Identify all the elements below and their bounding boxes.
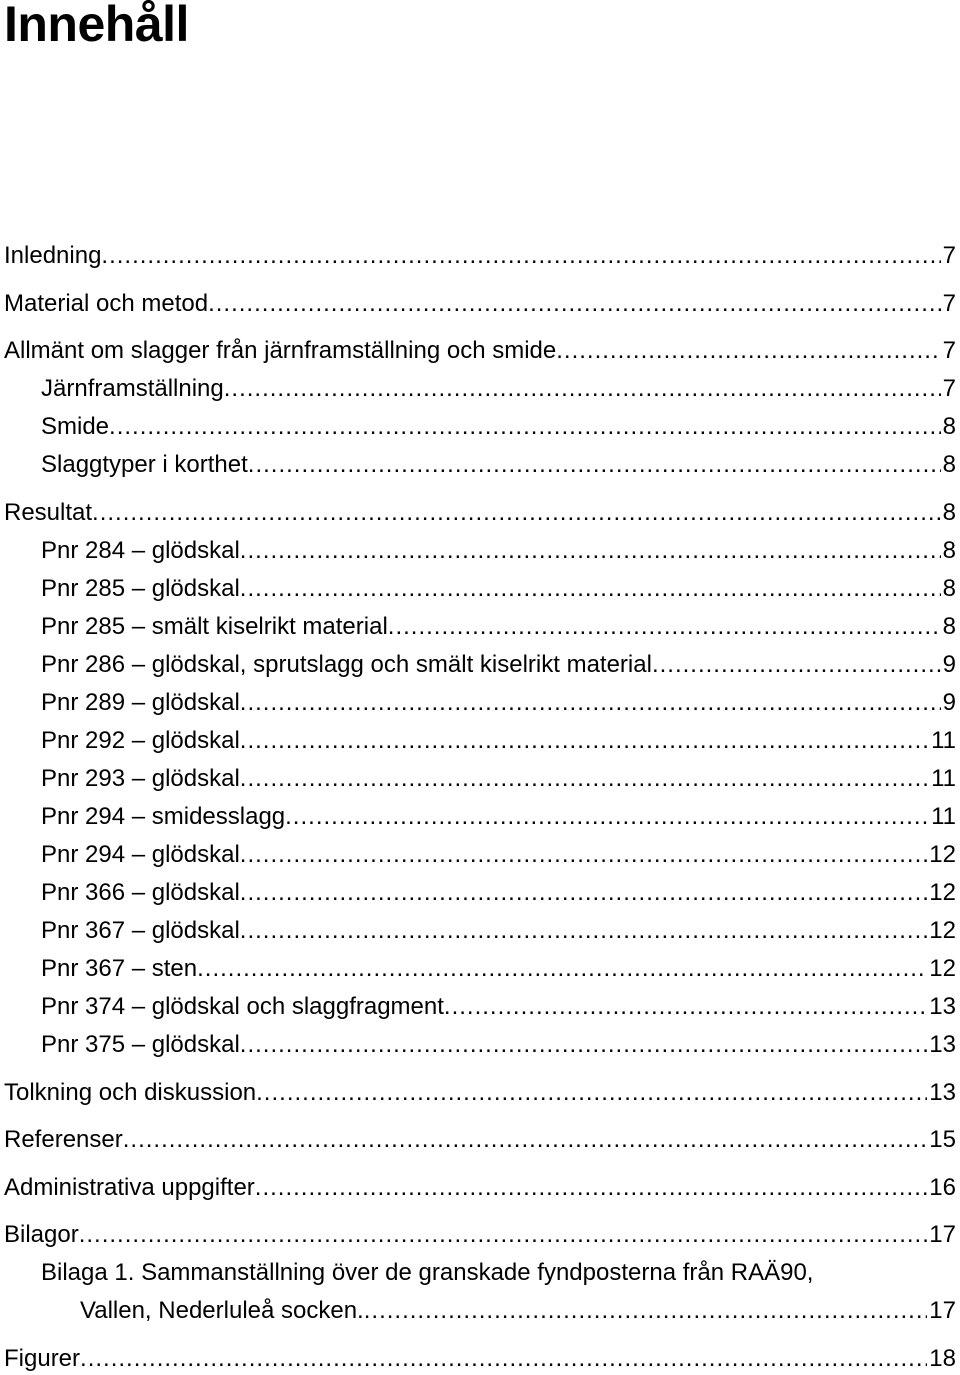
toc-page-number: 7 (942, 337, 956, 364)
toc-leader-dots (240, 574, 941, 604)
toc-entry-pnr-293-glodskal[interactable] (41, 764, 956, 794)
toc-entry-pnr-367-sten[interactable] (41, 954, 956, 984)
toc-entry-label: Pnr 286 – glödskal, sprutslagg och smält kiselrikt material (41, 651, 652, 678)
toc-leader-dots (240, 1030, 928, 1060)
toc-page-number: 18 (929, 1345, 956, 1372)
toc-entry-bilagor[interactable] (4, 1220, 956, 1250)
toc-page-number: 11 (931, 803, 956, 830)
toc-entry-pnr-284-glodskal[interactable] (41, 536, 956, 566)
toc-page-number: 13 (929, 993, 956, 1020)
toc-leader-dots (224, 374, 941, 404)
toc-entry-label: Pnr 285 – glödskal (41, 575, 240, 602)
toc-leader-dots (444, 992, 927, 1022)
toc-entry-resultat[interactable] (4, 498, 956, 528)
toc-entry-pnr-292-glodskal[interactable] (41, 726, 956, 756)
toc-entry-bilaga-1-continued[interactable] (80, 1296, 956, 1326)
toc-entry-label: Slaggtyper i korthet (41, 451, 248, 478)
toc-entry-label: Pnr 293 – glödskal (41, 765, 240, 792)
toc-entry-label: Referenser (4, 1126, 123, 1153)
toc-entry-pnr-285-smalt-kiselrikt[interactable] (41, 612, 956, 642)
toc-leader-dots (240, 840, 928, 870)
toc-page-number: 11 (931, 765, 956, 792)
toc-leader-dots (652, 650, 941, 680)
toc-entry-jarnframstallning[interactable] (41, 374, 956, 404)
toc-leader-dots (240, 536, 941, 566)
toc-entry-tolkning[interactable] (4, 1078, 956, 1108)
toc-leader-dots (240, 916, 928, 946)
toc-leader-dots (240, 688, 941, 718)
toc-page-number: 12 (929, 917, 956, 944)
toc-leader-dots (79, 1220, 928, 1250)
toc-entry-pnr-294-glodskal[interactable] (41, 840, 956, 870)
toc-page-number: 15 (929, 1126, 956, 1153)
toc-leader-dots (123, 1125, 928, 1155)
toc-page-number: 16 (929, 1174, 956, 1201)
toc-entry-label: Pnr 367 – sten (41, 955, 198, 982)
toc-entry-label: Figurer (4, 1345, 81, 1372)
toc-entry-inledning[interactable] (4, 241, 956, 271)
toc-entry-figurer[interactable] (4, 1344, 956, 1374)
toc-entry-label: Material och metod (4, 290, 209, 317)
toc-leader-dots (80, 1344, 927, 1374)
toc-entry-label: Resultat (4, 499, 93, 526)
toc-page-number: 12 (929, 841, 956, 868)
toc-entry-referenser[interactable] (4, 1125, 956, 1155)
toc-leader-dots (388, 612, 941, 642)
toc-page-number: 13 (929, 1031, 956, 1058)
page-title: Innehåll (4, 0, 189, 52)
toc-leader-dots (208, 289, 941, 319)
toc-page-number: 17 (929, 1221, 956, 1248)
toc-leader-dots (109, 412, 941, 442)
toc-entry-label: Pnr 374 – glödskal och slaggfragment (41, 993, 444, 1020)
toc-leader-dots (101, 241, 940, 271)
toc-page-number: 8 (942, 537, 956, 564)
toc-page-number: 13 (929, 1079, 956, 1106)
toc-page-number: 7 (942, 242, 956, 269)
toc-entry-pnr-294-smidesslagg[interactable] (41, 802, 956, 832)
toc-page-number: 7 (942, 375, 956, 402)
toc-entry-label: Järnframställning (41, 375, 224, 402)
toc-entry-label: Bilagor (4, 1221, 79, 1248)
toc-leader-dots (248, 450, 941, 480)
toc-entry-label-continued: Vallen, Nederluleå socken. (80, 1297, 364, 1324)
toc-entry-pnr-289-glodskal[interactable] (41, 688, 956, 718)
toc-page-number: 8 (942, 613, 956, 640)
toc-entry-label: Inledning (4, 242, 102, 269)
toc-page-number: 9 (942, 689, 956, 716)
toc-page-number: 7 (942, 290, 956, 317)
toc-leader-dots (240, 764, 929, 794)
toc-entry-pnr-374[interactable] (41, 992, 956, 1022)
toc-entry-slaggtyper[interactable] (41, 450, 956, 480)
toc-entry-pnr-286[interactable] (41, 650, 956, 680)
toc-page-number: 8 (942, 451, 956, 478)
toc-entry-administrativa[interactable] (4, 1173, 956, 1203)
toc-page-number: 8 (942, 575, 956, 602)
toc-entry-material-och-metod[interactable] (4, 289, 956, 319)
toc-leader-dots (197, 954, 927, 984)
toc-page-number: 8 (942, 499, 956, 526)
toc-leader-dots (285, 802, 929, 832)
toc-page-number: 12 (929, 879, 956, 906)
toc-leader-dots (256, 1078, 927, 1108)
toc-page-number: 12 (929, 955, 956, 982)
toc-entry-label: Pnr 375 – glödskal (41, 1031, 240, 1058)
toc-leader-dots (240, 878, 928, 908)
toc-page-number: 11 (931, 727, 956, 754)
toc-page-number: 9 (942, 651, 956, 678)
toc-entry-label: Tolkning och diskussion (4, 1079, 257, 1106)
toc-entry-label: Administrativa uppgifter (4, 1174, 255, 1201)
toc-entry-label: Bilaga 1. Sammanställning över de granskade fyndposterna från RAÄ90, (41, 1259, 814, 1286)
toc-leader-dots (255, 1173, 928, 1203)
toc-entry-label: Pnr 367 – glödskal (41, 917, 240, 944)
toc-entry-label: Pnr 294 – glödskal (41, 841, 240, 868)
toc-entry-label: Pnr 284 – glödskal (41, 537, 240, 564)
toc-entry-bilaga-1[interactable] (41, 1258, 813, 1288)
toc-entry-pnr-366-glodskal[interactable] (41, 878, 956, 908)
toc-entry-label: Pnr 294 – smidesslagg (41, 803, 286, 830)
toc-leader-dots (556, 336, 940, 366)
toc-entry-label: Smide (41, 413, 110, 440)
toc-entry-allmant-om-slagger[interactable] (4, 336, 956, 366)
toc-entry-label: Allmänt om slagger från järnframställning och smide (4, 337, 557, 364)
toc-entry-pnr-375-glodskal[interactable] (41, 1030, 956, 1060)
toc-leader-dots (240, 726, 929, 756)
toc-leader-dots (364, 1296, 928, 1326)
toc-entry-pnr-285-glodskal[interactable] (41, 574, 956, 604)
toc-page-number: 8 (942, 413, 956, 440)
toc-leader-dots (92, 498, 941, 528)
toc-entry-label: Pnr 285 – smält kiselrikt material (41, 613, 388, 640)
toc-entry-label: Pnr 292 – glödskal (41, 727, 240, 754)
toc-entry-label: Pnr 289 – glödskal (41, 689, 240, 716)
toc-page-number: 17 (929, 1297, 956, 1324)
toc-entry-label: Pnr 366 – glödskal (41, 879, 240, 906)
toc-entry-smide[interactable] (41, 412, 956, 442)
toc-entry-pnr-367-glodskal[interactable] (41, 916, 956, 946)
